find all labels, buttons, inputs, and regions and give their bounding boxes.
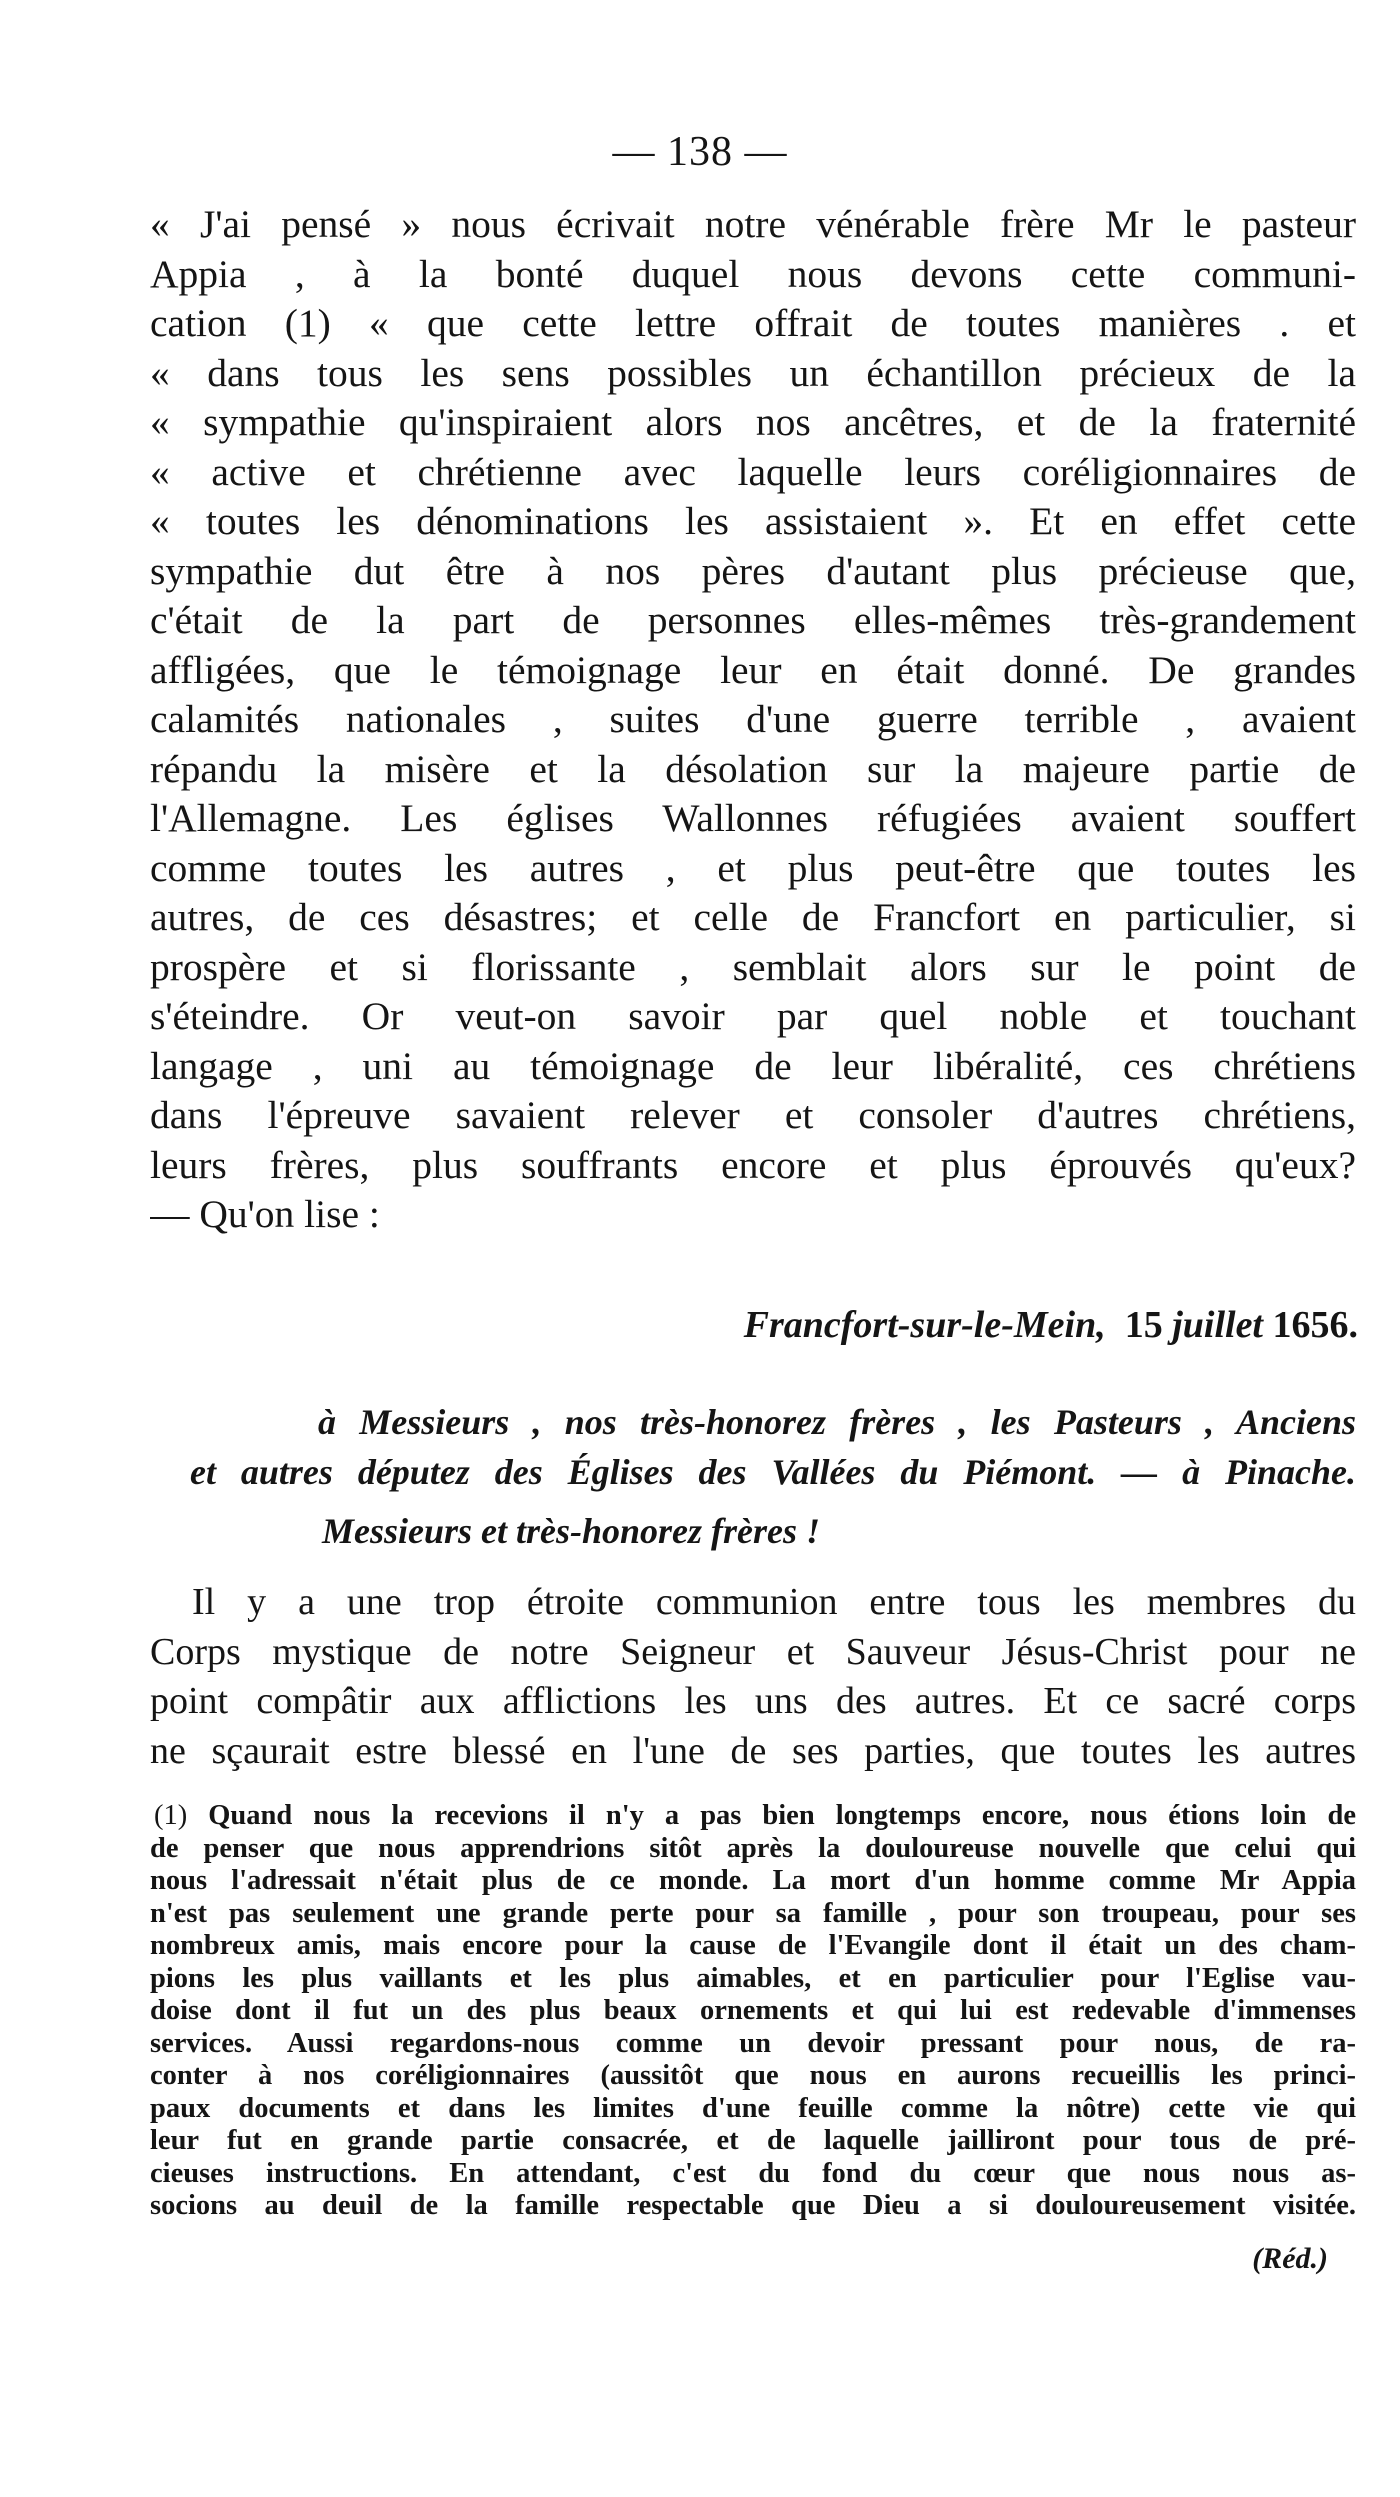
body-line: « J'ai pensé » nous écrivait notre vénérable frère Mr le pasteur [150,202,1356,246]
body-line: Appia , à la bonté duquel nous devons cette communi- [150,251,1356,296]
body-paragraph [150,200,1356,1240]
body-line: « toutes les dénominations les assistaient ». Et en effet cette [150,499,1356,543]
dateline-year: 1656. [1272,1304,1358,1346]
letter-line: point compâtir aux afflictions les uns des autres. Et ce sacré corps [150,1680,1356,1722]
body-line: dans l'épreuve savaient relever et consoler d'autres chrétiens, [150,1093,1356,1137]
letter-salutation: Messieurs et très-honorez frères ! [322,1511,821,1551]
footnote-line: leur fut en grande partie consacrée, et de laquelle jailliront pour tous de pré- [150,2125,1356,2156]
dateline-place: Francfort-sur-le-Mein [743,1304,1097,1346]
body-line: « active et chrétienne avec laquelle leurs coréligionnaires de [150,449,1356,494]
footnote-text: Quand nous la recevions il n'y a pas bien longtemps encore, nous étions loin de [208,1800,1356,1831]
address-line: et autres députez des Églises des Vallées du Piémont. — à Pinache. [190,1452,1356,1492]
footnote-line: conter à nos coréligionnaires (aussitôt que nous en aurons recueillis les princi- [150,2060,1356,2091]
body-line: l'Allemagne. Les églises Wallonnes réfugiées avaient souffert [150,796,1356,840]
page-number: — 138 — [612,129,788,175]
footnote-line: cieuses instructions. En attendant, c'est du fond du cœur que nous nous as- [150,2157,1356,2189]
footnote-line: nous l'adressait n'était plus de ce monde. La mort d'un homme comme Mr Appia [150,1865,1356,1896]
letter-dateline: Francfort-sur-le-Mein, 15 juillet 1656. [743,1304,1358,1346]
body-line: leurs frères, plus souffrants encore et plus éprouvés qu'eux? [150,1142,1356,1187]
address-line: à Messieurs , nos très-honorez frères , les Pasteurs , Anciens [318,1402,1356,1442]
dateline-day: 15 [1124,1304,1163,1346]
footnote-line: doise dont il fut un des plus beaux ornements et qui lui est redevable d'immenses [150,1995,1356,2026]
footnote [150,1800,1356,2223]
footnote-line [150,1800,1356,1833]
footnote-line: nombreux amis, mais encore pour la cause de l'Evangile dont il était un des cham- [150,1930,1356,1961]
body-line: « sympathie qu'inspiraient alors nos ancêtres, et de la fraternité [150,400,1356,444]
footnote-marker: (1) [154,1800,188,1831]
body-line: sympathie dut être à nos pères d'autant plus précieuse que, [150,548,1356,593]
letter-line: ne sçaurait estre blessé en l'une de ses parties, que toutes les autres [150,1729,1356,1772]
body-line: prospère et si florissante , semblait alors sur le point de [150,944,1356,989]
letter-body [150,1578,1356,1776]
body-line: langage , uni au témoignage de leur libéralité, ces chrétiens [150,1043,1356,1088]
footnote-line: socions au deuil de la famille respectable que Dieu a si douloureusement visitée. [150,2190,1356,2221]
body-line: autres, de ces désastres; et celle de Francfort en particulier, si [150,895,1356,939]
body-line: comme toutes les autres , et plus peut-être que toutes les [150,845,1356,890]
footnote-line: paux documents et dans les limites d'une feuille comme la nôtre) cette vie qui [150,2092,1356,2124]
footnote-line: services. Aussi regardons-nous comme un devoir pressant pour nous, de ra- [150,2027,1356,2059]
editor-signoff: (Réd.) [1252,2242,1328,2275]
body-line: s'éteindre. Or veut-on savoir par quel noble et touchant [150,994,1356,1038]
body-line: c'était de la part de personnes elles-mêmes très-grandement [150,598,1356,642]
body-line: affligées, que le témoignage leur en était donné. De grandes [150,647,1356,692]
footnote-line: de penser que nous apprendrions sitôt après la douloureuse nouvelle que celui qui [150,1832,1356,1864]
body-line: répandu la misère et la désolation sur la majeure partie de [150,746,1356,791]
body-line: — Qu'on lise : [150,1192,380,1236]
footnote-line: n'est pas seulement une grande perte pour sa famille , pour son troupeau, pour ses [150,1897,1356,1929]
letter-address [190,1397,1356,1497]
letter-line: Corps mystique de notre Seigneur et Sauveur Jésus-Christ pour ne [150,1630,1356,1673]
dateline-month: juillet [1172,1304,1263,1346]
body-line: « dans tous les sens possibles un échantillon précieux de la [150,350,1356,395]
body-line: cation (1) « que cette lettre offrait de toutes manières . et [150,301,1356,345]
footnote-line: pions les plus vaillants et les plus aimables, et en particulier pour l'Eglise vau- [150,1962,1356,1994]
body-line: calamités nationales , suites d'une guerre terrible , avaient [150,697,1356,741]
letter-line: Il y a une trop étroite communion entre tous les membres du [192,1581,1356,1623]
